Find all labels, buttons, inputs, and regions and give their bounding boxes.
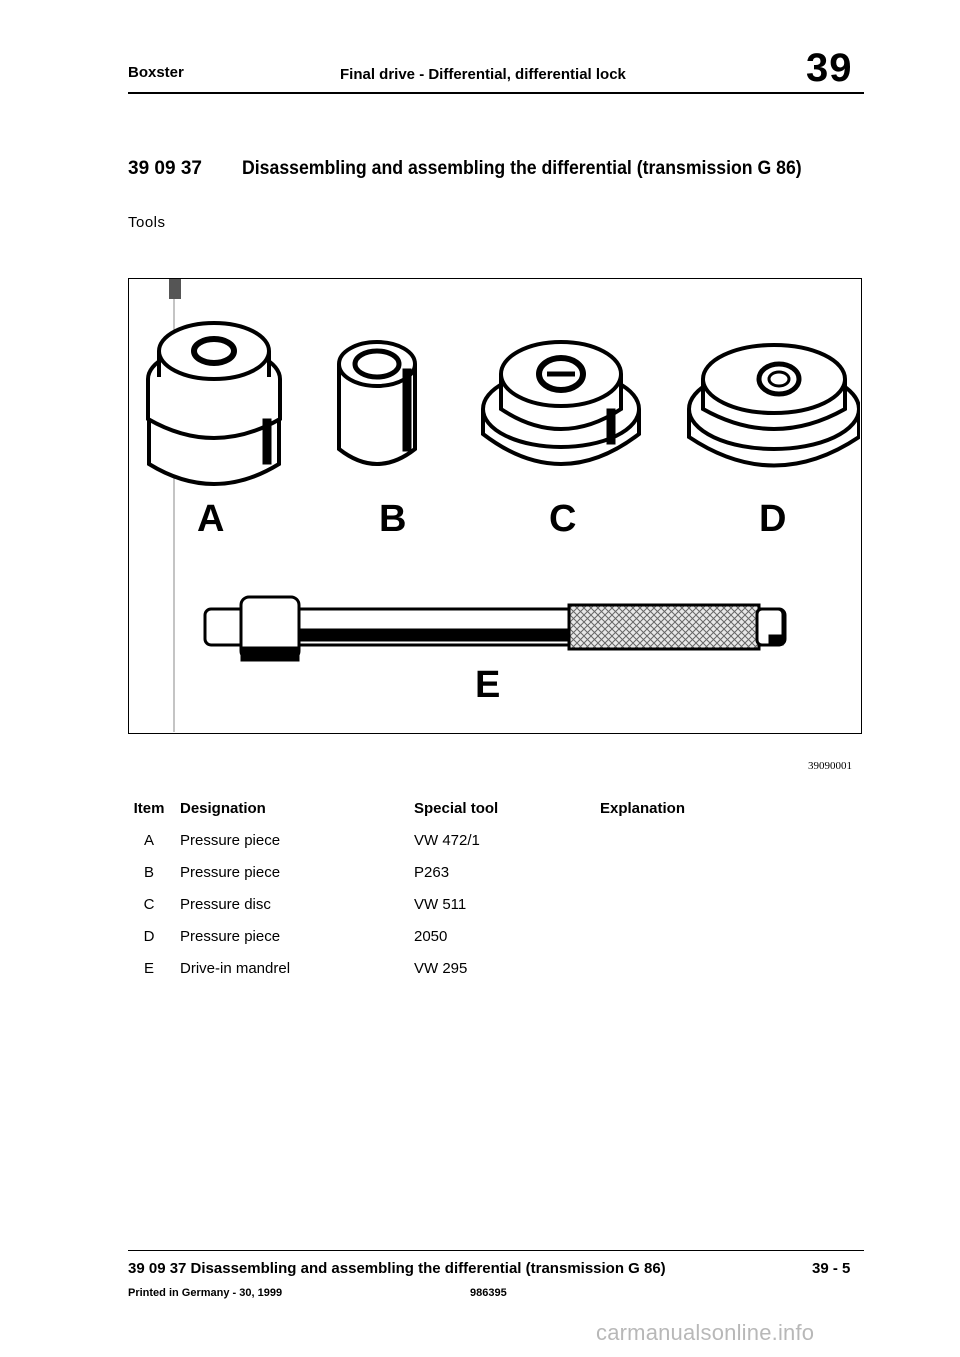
figure-label-c: C (549, 498, 577, 540)
cell-item: A (143, 831, 154, 849)
tool-b-drawing (339, 342, 415, 464)
cell-special-tool: VW 511 (414, 895, 467, 913)
table-row (118, 824, 800, 856)
cell-explanation (600, 920, 800, 952)
scan-mark (169, 279, 181, 299)
watermark[interactable]: carmanualsonline.info (596, 1320, 815, 1345)
tool-a-drawing (148, 323, 280, 484)
cell-explanation (600, 856, 800, 888)
tool-c-drawing (483, 342, 639, 464)
cell-explanation (600, 824, 800, 856)
cell-item: B (143, 863, 154, 881)
tool-e-drawing (205, 597, 785, 661)
footer-printed: Printed in Germany - 30, 1999 (128, 1287, 283, 1299)
cell-special-tool: VW 472/1 (414, 831, 480, 849)
tools-illustration (129, 279, 860, 732)
cell-special-tool: VW 295 (414, 959, 468, 977)
table-header-row (118, 792, 800, 824)
cell-explanation (600, 952, 800, 984)
footer-title: 39 09 37 Disassembling and assembling the differential (transmission G 86) (128, 1260, 666, 1277)
col-item-header: Item (133, 799, 165, 817)
tool-d-drawing (689, 345, 859, 466)
cell-item: D (143, 927, 155, 945)
cell-designation: Pressure piece (180, 863, 281, 881)
cell-designation: Pressure piece (180, 831, 281, 849)
cell-designation: Pressure disc (180, 895, 271, 913)
footer-page-number: 39 - 5 (812, 1260, 851, 1277)
tools-heading: Tools (128, 214, 166, 231)
table-row (118, 888, 800, 920)
table-row (118, 952, 800, 984)
figure-label-d: D (759, 498, 787, 540)
tools-figure (128, 278, 862, 734)
cell-designation: Drive-in mandrel (180, 959, 291, 977)
figure-label-e: E (475, 664, 501, 706)
header-rule (128, 92, 864, 94)
header-title: Final drive - Differential, differential lock (340, 66, 626, 83)
cell-special-tool: P263 (414, 863, 450, 881)
header-model: Boxster (128, 64, 184, 81)
col-designation-header: Designation (180, 799, 266, 817)
figure-label-b: B (379, 498, 407, 540)
header-group-number: 39 (806, 46, 853, 90)
col-explanation-header: Explanation (600, 799, 686, 817)
footer-code: 986395 (470, 1287, 507, 1299)
tools-table (118, 792, 800, 984)
footer-rule (128, 1250, 864, 1251)
figure-label-a: A (197, 498, 225, 540)
section-title: Disassembling and assembling the differential (transmission G 86) (242, 158, 802, 179)
cell-special-tool: 2050 (414, 927, 448, 945)
cell-item: C (143, 895, 155, 913)
figure-id: 39090001 (808, 760, 852, 772)
table-row (118, 920, 800, 952)
table-row (118, 856, 800, 888)
cell-designation: Pressure piece (180, 927, 281, 945)
cell-item: E (143, 959, 154, 977)
col-special-tool-header: Special tool (414, 799, 499, 817)
cell-explanation (600, 888, 800, 920)
section-code: 39 09 37 (128, 158, 202, 179)
